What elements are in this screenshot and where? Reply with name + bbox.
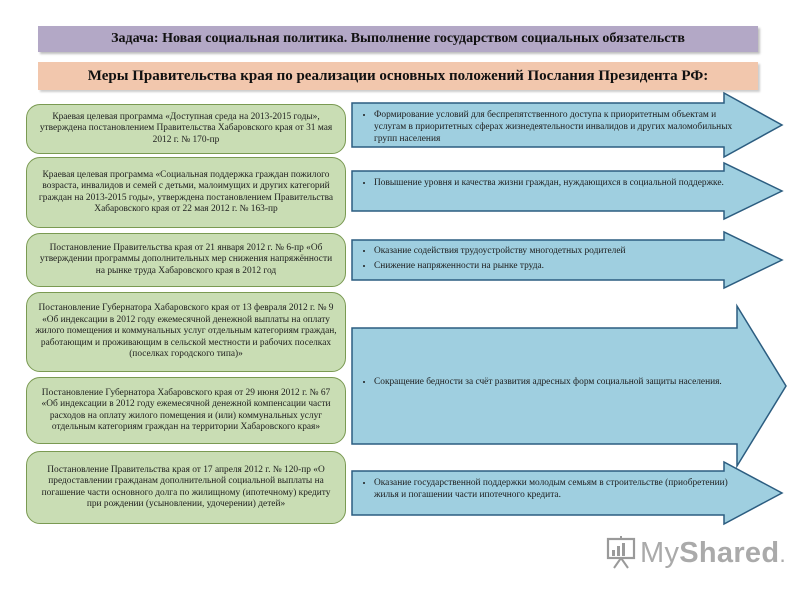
document-box-2 [26,157,346,228]
goal-arrow-1 [352,93,784,157]
goal-list [362,376,746,388]
myshared-logo [604,536,786,570]
presentation-board-icon [604,536,640,570]
document-text: Постановление Правительства края от 21 января 2012 г. № 6-пр «Об утверждении программы дополнительных мер снижения напряжённости на рынке труда Хабаровского края в 2012 год [39,242,333,276]
goal-list [362,177,744,189]
task-title: Задача: Новая социальная политика. Выполнение государством социальных обязательств [111,31,685,46]
task-title-bar [38,26,758,52]
measures-title: Меры Правительства края по реализации основных положений Послания Президента РФ: [87,67,709,84]
goal-item: • Формирование условий для беспрепятственного доступа к приоритетным объектам и услугам в приоритетных сферах жизнедеятельности инвалидов и других маломобильных групп населения [374,109,744,145]
logo-text-shared: Shared [679,536,780,569]
goal-list [362,477,744,501]
document-text: Постановление Правительства края от 17 апреля 2012 г. № 120-пр «О предоставлении гражданам дополнительной социальной выплаты на погашение части основного долга по жилищному (ипотечному) кредиту при рождении (усыновлении, удочерении) детей» [41,464,331,509]
goal-arrow-4 [352,306,784,466]
document-box-4 [26,292,346,372]
goal-item: • Оказание государственной поддержки молодым семьям в строительстве (приобретении) жилья и погашении части ипотечного кредита. [374,477,744,501]
document-box-3 [26,233,346,287]
goal-item: • Повышение уровня и качества жизни граждан, нуждающихся в социальной поддержке. [374,177,744,189]
goal-list [362,109,744,145]
goal-arrow-3 [352,232,784,288]
document-text: Краевая целевая программа «Доступная среда на 2013-2015 годы», утверждена постановлением Правительства Хабаровского края от 31 мая 2012 г. № 170-пр [39,111,333,145]
document-box-5 [26,377,346,444]
logo-text-my: My [640,536,680,569]
logo-text-dot: . [779,540,787,567]
goal-item: • Сокращение бедности за счёт развития адресных форм социальной защиты населения. [374,376,746,388]
goal-arrow-5 [352,462,784,524]
document-text: Постановление Губернатора Хабаровского края от 13 февраля 2012 г. № 9 «Об индексации в 2012 году ежемесячной денежной выплаты на оплату жилого помещения и коммунальных услуг отдельным категориям граждан, работающим и проживающим в сельской местности и рабочих поселках (поселках городского типа)» [35,303,337,360]
arrow-shape [352,163,784,219]
goal-arrow-2 [352,163,784,219]
goal-list [362,245,744,272]
document-box-1 [26,104,346,154]
logo-text [640,537,786,570]
document-box-6 [26,451,346,524]
goal-item: • Оказание содействия трудоустройству многодетных родителей [374,245,744,257]
goal-item: • Снижение напряженности на рынке труда. [374,260,744,272]
measures-title-bar [38,62,758,90]
document-text: Постановление Губернатора Хабаровского края от 29 июня 2012 г. № 67 «Об индексации в 2012 году ежемесячной денежной компенсации части расходов на оплату жилого помещения и (или) коммунальных услуг отдельным категориям граждан на территории Хабаровского края» [41,387,331,432]
document-text: Краевая целевая программа «Социальная поддержка граждан пожилого возраста, инвалидов и семей с детьми, малоимущих и других категорий граждан на 2013-2015 годы», утверждена постановлением Правительства Хабаровского края от 22 мая 2012 г. № 163-пр [38,169,334,214]
